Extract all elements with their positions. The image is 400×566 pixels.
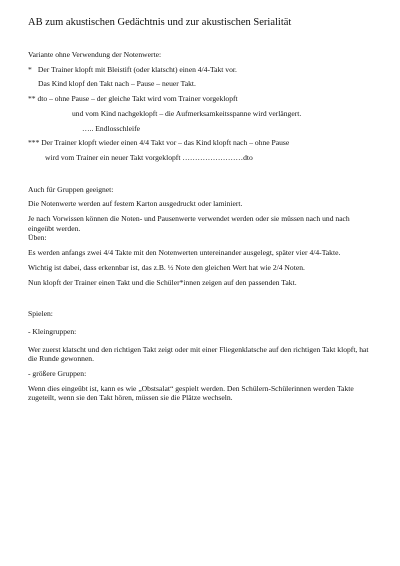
document-body xyxy=(28,50,376,403)
endless-loop-note: ….. Endlosschleife xyxy=(82,123,140,133)
groups-heading: Auch für Gruppen geeignet: xyxy=(28,184,114,194)
large-groups-heading: - größere Gruppen: xyxy=(28,369,87,379)
materials-note: Die Notenwerte werden auf festem Karton ausgedruckt oder laminiert. xyxy=(28,199,243,209)
small-groups-heading: - Kleingruppen: xyxy=(28,326,77,336)
note-value-note: Wichtig ist dabei, dass erkennbar ist, das z.B. ½ Note den gleichen Wert hat wie 2/4 Noten. xyxy=(28,262,305,272)
step-three-continued: wird vom Trainer ein neuer Takt vorgeklopft ……………………dto xyxy=(45,152,253,162)
trainer-instruction: Nun klopft der Trainer einen Takt und die Schüler*innen zeigen auf den passenden Takt. xyxy=(28,277,297,287)
step-one-marker: * xyxy=(28,64,32,74)
practice-heading: Üben: xyxy=(28,233,47,243)
step-one-text: Der Trainer klopft mit Bleistift (oder klatscht) einen 4/4-Takt vor. xyxy=(37,64,237,74)
practice-text: Es werden anfangs zwei 4/4 Takte mit den Notenwerten untereinander ausgelegt, später vier 4/4-Takte. xyxy=(28,248,341,258)
step-two: ** dto – ohne Pause – der gleiche Takt wird vom Trainer vorgeklopft xyxy=(28,94,238,104)
document-title: AB zum akustischen Gedächtnis und zur akustischen Serialität xyxy=(28,17,292,28)
step-three: *** Der Trainer klopft wieder einen 4/4 Takt vor – das Kind klopft nach – ohne Pause xyxy=(28,138,290,148)
step-one xyxy=(28,65,376,75)
small-groups-text: Wer zuerst klatscht und den richtigen Takt zeigt oder mit einer Fliegenklatsche auf den richtigen Takt klopft, hat die Runde gewonnen. xyxy=(28,344,369,364)
play-heading: Spielen: xyxy=(28,309,53,319)
prior-knowledge-note: Je nach Vorwissen können die Noten- und Pausenwerte verwendet werden oder sie müssen nach und nach eingeübt werden. xyxy=(28,214,350,233)
step-two-continued: und vom Kind nachgeklopft – die Aufmerksamkeitsspanne wird verlängert. xyxy=(72,108,302,118)
large-groups-text: Wenn dies eingeübt ist, kann es wie „Obstsalat“ gespielt werden. Den Schülern-Schülerinnen werden Takte zugeteilt, wenn sie den Takt hören, müssen sie die Plätze wechseln. xyxy=(28,383,354,403)
step-one-continued: Das Kind klopf den Takt nach – Pause – neuer Takt. xyxy=(38,79,196,89)
variant-heading: Variante ohne Verwendung der Notenwerte: xyxy=(28,50,162,59)
